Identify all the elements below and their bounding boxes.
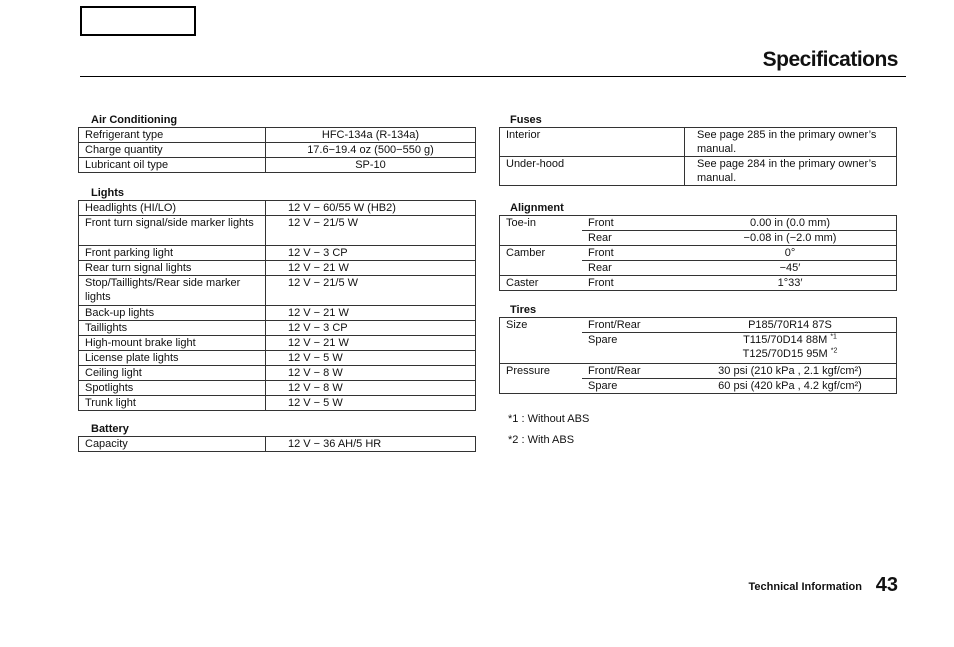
spec-sub-label: Rear bbox=[582, 231, 684, 246]
spec-value: −45′ bbox=[684, 261, 897, 276]
table-row bbox=[79, 216, 476, 246]
spec-value: 12 V − 21 W bbox=[266, 261, 476, 276]
table-row bbox=[79, 201, 476, 216]
table-row bbox=[500, 379, 897, 394]
footnote-mark-1: *1 bbox=[830, 333, 837, 341]
spec-value: 12 V − 5 W bbox=[266, 351, 476, 366]
table-row bbox=[79, 306, 476, 321]
table-row bbox=[500, 364, 897, 379]
spec-label: Front parking light bbox=[79, 246, 266, 261]
table-row bbox=[500, 216, 897, 231]
spec-value: 12 V − 21 W bbox=[266, 336, 476, 351]
table-row bbox=[500, 157, 897, 186]
table-row bbox=[500, 333, 897, 348]
spec-value: 12 V − 21/5 W bbox=[266, 216, 476, 246]
table-row bbox=[79, 143, 476, 158]
spec-value: 0.00 in (0.0 mm) bbox=[684, 216, 897, 231]
battery-table bbox=[78, 436, 476, 452]
spec-value: HFC-134a (R-134a) bbox=[266, 128, 476, 143]
table-row bbox=[500, 231, 897, 246]
table-row bbox=[79, 128, 476, 143]
fuses-heading: Fuses bbox=[510, 114, 542, 126]
spec-value: P185/70R14 87S bbox=[684, 318, 897, 333]
spec-label: Spotlights bbox=[79, 381, 266, 396]
spec-label: Front turn signal/side marker lights bbox=[79, 216, 266, 246]
spec-sub-label-blank bbox=[582, 347, 684, 364]
tires-heading: Tires bbox=[510, 304, 537, 316]
spec-label: Headlights (HI/LO) bbox=[79, 201, 266, 216]
page-title: Specifications bbox=[762, 48, 898, 71]
battery-heading: Battery bbox=[91, 423, 129, 435]
spec-label-blank bbox=[500, 333, 583, 348]
spec-sub-label: Front bbox=[582, 276, 684, 291]
spec-label: Lubricant oil type bbox=[79, 158, 266, 173]
spec-label: Caster bbox=[500, 276, 583, 291]
table-row bbox=[500, 347, 897, 364]
footnote-mark-2: *2 bbox=[830, 347, 838, 355]
spec-value: SP-10 bbox=[266, 158, 476, 173]
spec-value bbox=[684, 333, 897, 348]
spec-sub-label: Rear bbox=[582, 261, 684, 276]
table-row bbox=[500, 276, 897, 291]
spec-value: 17.6−19.4 oz (500−550 g) bbox=[266, 143, 476, 158]
spec-label: Capacity bbox=[79, 437, 266, 452]
spec-label: Taillights bbox=[79, 321, 266, 336]
table-row bbox=[79, 261, 476, 276]
table-row bbox=[79, 351, 476, 366]
table-row bbox=[79, 276, 476, 306]
spec-label: Trunk light bbox=[79, 396, 266, 411]
table-row bbox=[500, 318, 897, 333]
spec-value: 12 V − 3 CP bbox=[266, 321, 476, 336]
tab-box bbox=[80, 6, 196, 36]
spec-sub-label: Spare bbox=[582, 379, 684, 394]
spec-label: Rear turn signal lights bbox=[79, 261, 266, 276]
spec-value: −0.08 in (−2.0 mm) bbox=[684, 231, 897, 246]
table-row bbox=[500, 261, 897, 276]
table-row bbox=[79, 336, 476, 351]
spec-sub-label: Front bbox=[582, 246, 684, 261]
spec-value: 12 V − 5 W bbox=[266, 396, 476, 411]
spec-label: Toe-in bbox=[500, 216, 583, 231]
spec-sub-label: Front/Rear bbox=[582, 364, 684, 379]
table-row bbox=[79, 396, 476, 411]
spec-label: Under-hood bbox=[500, 157, 685, 186]
spec-label: Stop/Taillights/Rear side marker lights bbox=[79, 276, 266, 306]
spec-value: 0° bbox=[684, 246, 897, 261]
footer-section-label: Technical Information bbox=[748, 581, 862, 593]
spec-label: Charge quantity bbox=[79, 143, 266, 158]
spec-value bbox=[684, 347, 897, 364]
spec-value: 30 psi (210 kPa , 2.1 kgf/cm²) bbox=[684, 364, 897, 379]
spare-size-1: T115/70D14 88M bbox=[743, 334, 828, 346]
spec-label: Pressure bbox=[500, 364, 583, 379]
spec-value: 1°33′ bbox=[684, 276, 897, 291]
spec-label-blank bbox=[500, 231, 583, 246]
table-row bbox=[79, 381, 476, 396]
spec-label: Interior bbox=[500, 128, 685, 157]
spec-sub-label: Front bbox=[582, 216, 684, 231]
spec-value: 12 V − 36 AH/5 HR bbox=[266, 437, 476, 452]
table-row bbox=[79, 246, 476, 261]
spec-value: 12 V − 21/5 W bbox=[266, 276, 476, 306]
table-row bbox=[79, 321, 476, 336]
spec-sub-label: Front/Rear bbox=[582, 318, 684, 333]
alignment-table bbox=[499, 215, 897, 291]
table-row bbox=[79, 366, 476, 381]
spec-label: License plate lights bbox=[79, 351, 266, 366]
spec-value: 12 V − 21 W bbox=[266, 306, 476, 321]
spec-label-blank bbox=[500, 347, 583, 364]
spare-size-2: T125/70D15 95M bbox=[742, 348, 828, 360]
lights-heading: Lights bbox=[91, 187, 124, 199]
spec-label: High-mount brake light bbox=[79, 336, 266, 351]
fuses-table bbox=[499, 127, 897, 186]
table-row bbox=[79, 158, 476, 173]
spec-label-blank bbox=[500, 261, 583, 276]
alignment-heading: Alignment bbox=[510, 202, 564, 214]
spec-value: 12 V − 3 CP bbox=[266, 246, 476, 261]
spec-value: 60 psi (420 kPa , 4.2 kgf/cm²) bbox=[684, 379, 897, 394]
page-number: 43 bbox=[875, 574, 898, 596]
tires-table bbox=[499, 317, 897, 394]
spec-value: 12 V − 60/55 W (HB2) bbox=[266, 201, 476, 216]
table-row bbox=[500, 128, 897, 157]
spec-label: Refrigerant type bbox=[79, 128, 266, 143]
spec-label: Back-up lights bbox=[79, 306, 266, 321]
spec-value: See page 285 in the primary owner’s manual. bbox=[685, 128, 897, 157]
spec-label: Ceiling light bbox=[79, 366, 266, 381]
footnote-1: *1 : Without ABS bbox=[508, 413, 590, 425]
title-rule bbox=[80, 76, 906, 77]
spec-value: 12 V − 8 W bbox=[266, 381, 476, 396]
footnote-2: *2 : With ABS bbox=[508, 434, 575, 446]
spec-value: See page 284 in the primary owner’s manual. bbox=[685, 157, 897, 186]
spec-value: 12 V − 8 W bbox=[266, 366, 476, 381]
spec-label: Size bbox=[500, 318, 583, 333]
table-row bbox=[79, 437, 476, 452]
lights-table bbox=[78, 200, 476, 411]
air-conditioning-table bbox=[78, 127, 476, 173]
table-row bbox=[500, 246, 897, 261]
spec-label: Camber bbox=[500, 246, 583, 261]
air-conditioning-heading: Air Conditioning bbox=[91, 114, 178, 126]
spec-label-blank bbox=[500, 379, 583, 394]
spec-sub-label: Spare bbox=[588, 334, 618, 346]
